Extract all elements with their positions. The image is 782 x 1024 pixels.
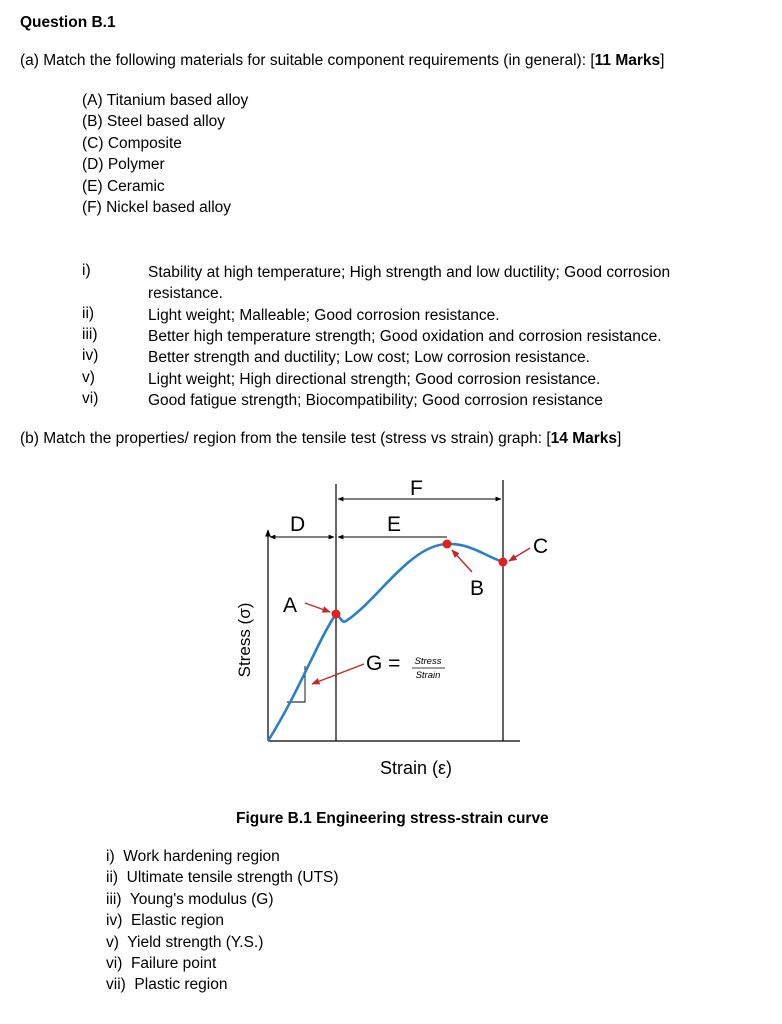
requirement-text: Better high temperature strength; Good oxidation and corrosion resistance. [148, 328, 662, 345]
arrow-to-c [509, 548, 530, 561]
material-item: (D) Polymer [82, 156, 165, 174]
label-g: G = [366, 652, 401, 675]
label-a: A [283, 594, 298, 617]
stress-strain-curve [268, 544, 503, 741]
g-denominator: Strain [415, 670, 441, 681]
part-a-prompt: (a) Match the following materials for suitable component requirements (in general): [11 Marks] [20, 52, 665, 69]
properties-list [106, 846, 339, 996]
requirement-number: vi) [82, 390, 99, 407]
property-item: vii) Plastic region [106, 976, 228, 994]
materials-list [82, 90, 248, 218]
property-item: iii) Young's modulus (G) [106, 890, 274, 908]
question-title: Question B.1 [20, 14, 116, 31]
requirement-text: Stability at high temperature; High strength and low ductility; Good corrosion resistance. [148, 264, 671, 303]
material-item: (B) Steel based alloy [82, 113, 226, 131]
property-item: ii) Ultimate tensile strength (UTS) [106, 869, 339, 887]
property-item: iv) Elastic region [106, 912, 225, 930]
label-d: D [290, 513, 306, 536]
arrow-to-a [305, 603, 330, 612]
y-axis-label: Stress (σ) [235, 602, 254, 678]
requirement-number: i) [82, 262, 91, 279]
label-b: B [470, 577, 485, 600]
property-item: i) Work hardening region [106, 848, 280, 865]
material-item: (A) Titanium based alloy [82, 92, 249, 109]
requirement-number: iii) [82, 326, 98, 343]
slope-triangle [287, 666, 305, 702]
material-item: (E) Ceramic [82, 177, 165, 195]
material-item: (F) Nickel based alloy [82, 199, 232, 217]
part-b-prompt: (b) Match the properties/ region from the tensile test (stress vs strain) graph: [14 Marks] [20, 430, 622, 447]
property-item: v) Yield strength (Y.S.) [106, 933, 264, 951]
arrow-to-b [452, 550, 472, 572]
material-item: (C) Composite [82, 134, 182, 152]
label-c: C [533, 535, 549, 558]
requirement-number: v) [82, 369, 95, 386]
arrow-to-slope [312, 664, 364, 684]
property-item: vi) Failure point [106, 955, 217, 973]
stress-strain-figure [0, 460, 782, 800]
requirement-text: Good fatigue strength; Biocompatibility; Good corrosion resistance [148, 392, 603, 409]
g-numerator: Stress [414, 656, 442, 667]
requirement-number: ii) [82, 305, 95, 322]
figure-caption: Figure B.1 Engineering stress-strain curve [236, 810, 549, 827]
requirement-text: Light weight; High directional strength; Good corrosion resistance. [148, 371, 601, 388]
x-axis-label: Strain (ε) [379, 758, 453, 778]
requirement-text: Better strength and ductility; Low cost; Low corrosion resistance. [148, 349, 590, 366]
label-f: F [410, 477, 423, 500]
label-e: E [387, 513, 402, 536]
failure-point-marker [499, 558, 508, 567]
requirement-text: Light weight; Malleable; Good corrosion resistance. [148, 307, 500, 324]
requirement-number: iv) [82, 347, 99, 364]
yield-point-marker [332, 610, 341, 619]
uts-point-marker [443, 540, 452, 549]
